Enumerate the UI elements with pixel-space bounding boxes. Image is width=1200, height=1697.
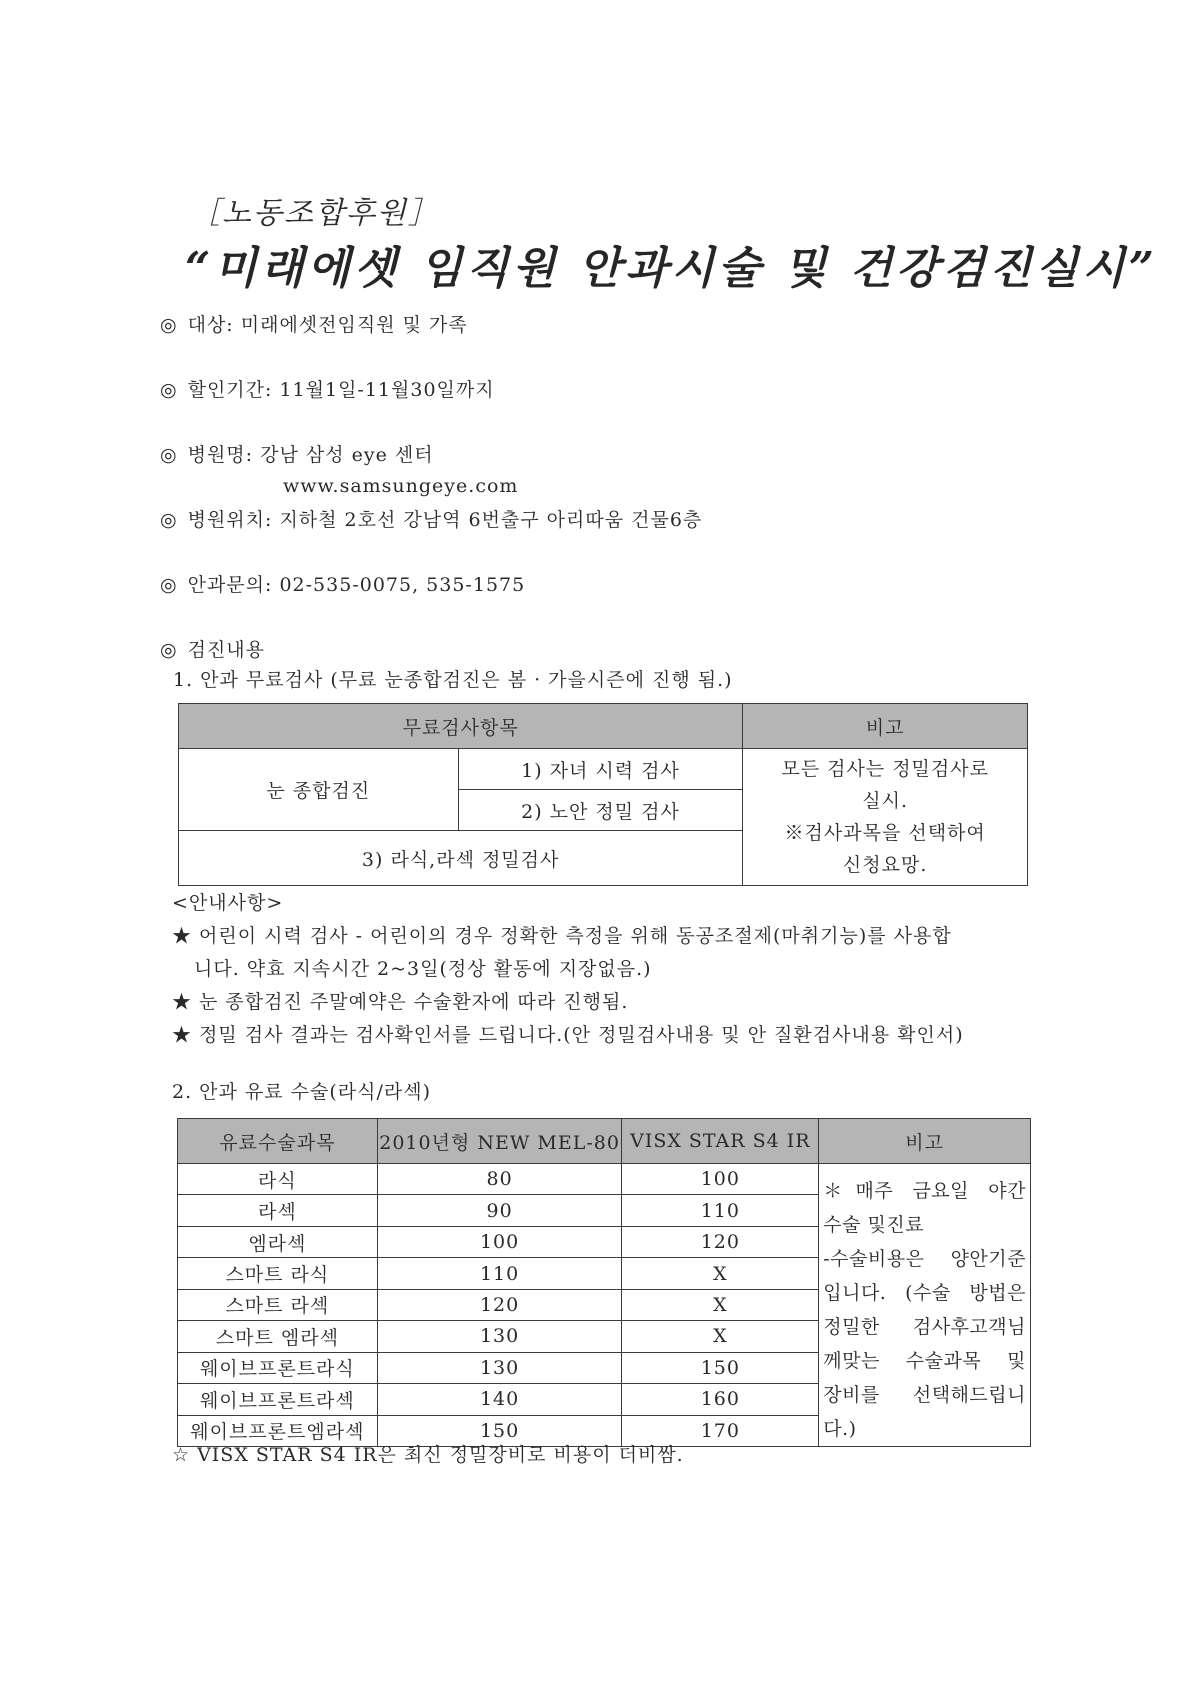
table1-remark-line: ※검사과목을 선택하여	[784, 822, 986, 844]
table1-header-remark: 비고	[743, 704, 1028, 749]
table1-item: 3) 라식,라섹 정밀검사	[179, 831, 743, 886]
table2-header: 비고	[819, 1119, 1031, 1164]
table2-cell: X	[622, 1321, 819, 1352]
table2-cell: 100	[377, 1226, 622, 1257]
table1-group-label: 눈 종합검진	[179, 749, 459, 831]
table2-header: 유료수술과목	[178, 1119, 378, 1164]
info-checkup-text: 검진내용	[187, 639, 266, 661]
heading-sponsor: ［노동조합후원］	[190, 196, 440, 231]
info-period	[160, 375, 495, 402]
table2-cell: 120	[377, 1289, 622, 1320]
info-location-text: 병원위치: 지하철 2호선 강남역 6번출구 아리따움 건물6층	[187, 509, 703, 531]
table1-header-items: 무료검사항목	[179, 704, 743, 749]
notes-line: ★ 어린이 시력 검사 - 어린이의 경우 정확한 측정을 위해 동공조절제(마취기능)를 사용합	[172, 925, 952, 947]
table2-cell: 110	[622, 1195, 819, 1226]
table2-cell: 스마트 라섹	[178, 1289, 378, 1320]
notes-line: ★ 정밀 검사 결과는 검사확인서를 드립니다.(안 정밀검사내용 및 안 질환검사내용 확인서)	[172, 1024, 964, 1046]
free-exam-table	[178, 703, 1028, 886]
info-location	[160, 505, 702, 532]
info-target-text: 대상: 미래에셋전임직원 및 가족	[187, 314, 468, 336]
table2-cell: 140	[377, 1384, 622, 1415]
table2-remark-line: 다.)	[823, 1418, 857, 1440]
page-title: “미래에셋 임직원 안과시술 및 건강검진실시”	[185, 243, 1158, 294]
paid-surgery-table	[177, 1118, 1031, 1447]
table2-cell: 웨이브프론트라식	[178, 1352, 378, 1383]
info-checkup	[160, 635, 265, 662]
section2-title: 2. 안과 유료 수술(라식/라섹)	[172, 1081, 432, 1103]
info-hospital	[160, 440, 434, 467]
table2-remark-line: 입니다. (수술 방법은	[823, 1282, 1026, 1304]
table2-cell: 스마트 엠라섹	[178, 1321, 378, 1352]
table2-cell: 100	[622, 1164, 819, 1195]
table2-cell: 라식	[178, 1164, 378, 1195]
table2-cell: 라섹	[178, 1195, 378, 1226]
table2-cell: 엠라섹	[178, 1226, 378, 1257]
table2-remark-line: 정밀한 검사후고객님	[823, 1316, 1026, 1338]
table2-cell: 90	[377, 1195, 622, 1226]
table2-remark-line: -수술비용은 양안기준	[823, 1248, 1026, 1270]
table2-cell: 웨이브프론트엠라섹	[178, 1415, 378, 1447]
bullet-mark: ◎	[160, 639, 178, 661]
info-period-text: 할인기간: 11월1일-11월30일까지	[187, 379, 495, 401]
table2-cell: 웨이브프론트라섹	[178, 1384, 378, 1415]
table1-remark-line: 모든 검사는 정밀검사로	[781, 758, 989, 780]
table2-remark-line: 수술 및진료	[823, 1214, 925, 1236]
info-website: www.samsungeye.com	[283, 475, 519, 497]
notes-title: <안내사항>	[172, 892, 284, 914]
notes-block	[172, 887, 964, 1052]
table2-cell: 160	[622, 1384, 819, 1415]
table2-cell: 130	[377, 1321, 622, 1352]
table2-cell: 110	[377, 1258, 622, 1289]
table2-header: VISX STAR S4 IR	[622, 1119, 819, 1164]
bullet-mark: ◎	[160, 379, 178, 401]
section1-title: 1. 안과 무료검사 (무료 눈종합검진은 봄 · 가을시즌에 진행 됨.)	[173, 669, 733, 691]
table2-cell: X	[622, 1258, 819, 1289]
table2-cell: 스마트 라식	[178, 1258, 378, 1289]
table2-remark	[819, 1164, 1031, 1447]
footnote: ☆ VISX STAR S4 IR은 최신 정밀장비로 비용이 더비쌈.	[172, 1444, 684, 1466]
bullet-mark: ◎	[160, 574, 178, 596]
bullet-mark: ◎	[160, 509, 178, 531]
table1-remark-line: 신청요망.	[842, 854, 928, 876]
table2-cell: 80	[377, 1164, 622, 1195]
info-hospital-text: 병원명: 강남 삼성 eye 센터	[187, 444, 434, 466]
table2-remark-line: 장비를 선택해드립니	[823, 1384, 1026, 1406]
table2-cell: 120	[622, 1226, 819, 1257]
table1-item: 1) 자녀 시력 검사	[458, 749, 743, 790]
table2-cell: 130	[377, 1352, 622, 1383]
table2-remark-line: 께맞는 수술과목 및	[823, 1350, 1026, 1372]
bullet-mark: ◎	[160, 444, 178, 466]
info-contact	[160, 570, 525, 597]
table2-cell: 170	[622, 1415, 819, 1447]
table2-cell: 150	[377, 1415, 622, 1447]
bullet-mark: ◎	[160, 314, 178, 336]
table2-cell: X	[622, 1289, 819, 1320]
info-target	[160, 310, 468, 337]
table1-item: 2) 노안 정밀 검사	[458, 790, 743, 831]
table2-cell: 150	[622, 1352, 819, 1383]
table-row	[178, 1164, 1031, 1195]
table1-remark-line: 실시.	[862, 790, 909, 812]
table1-remark	[743, 749, 1028, 886]
info-contact-text: 안과문의: 02-535-0075, 535-1575	[187, 574, 526, 596]
table2-remark-line: ＊매주 금요일 야간	[823, 1180, 1026, 1202]
notes-line: ★ 눈 종합검진 주말예약은 수술환자에 따라 진행됨.	[172, 991, 629, 1013]
table2-header: 2010년형 NEW MEL-80	[377, 1119, 622, 1164]
notes-line: 니다. 약효 지속시간 2~3일(정상 활동에 지장없음.)	[194, 958, 652, 980]
